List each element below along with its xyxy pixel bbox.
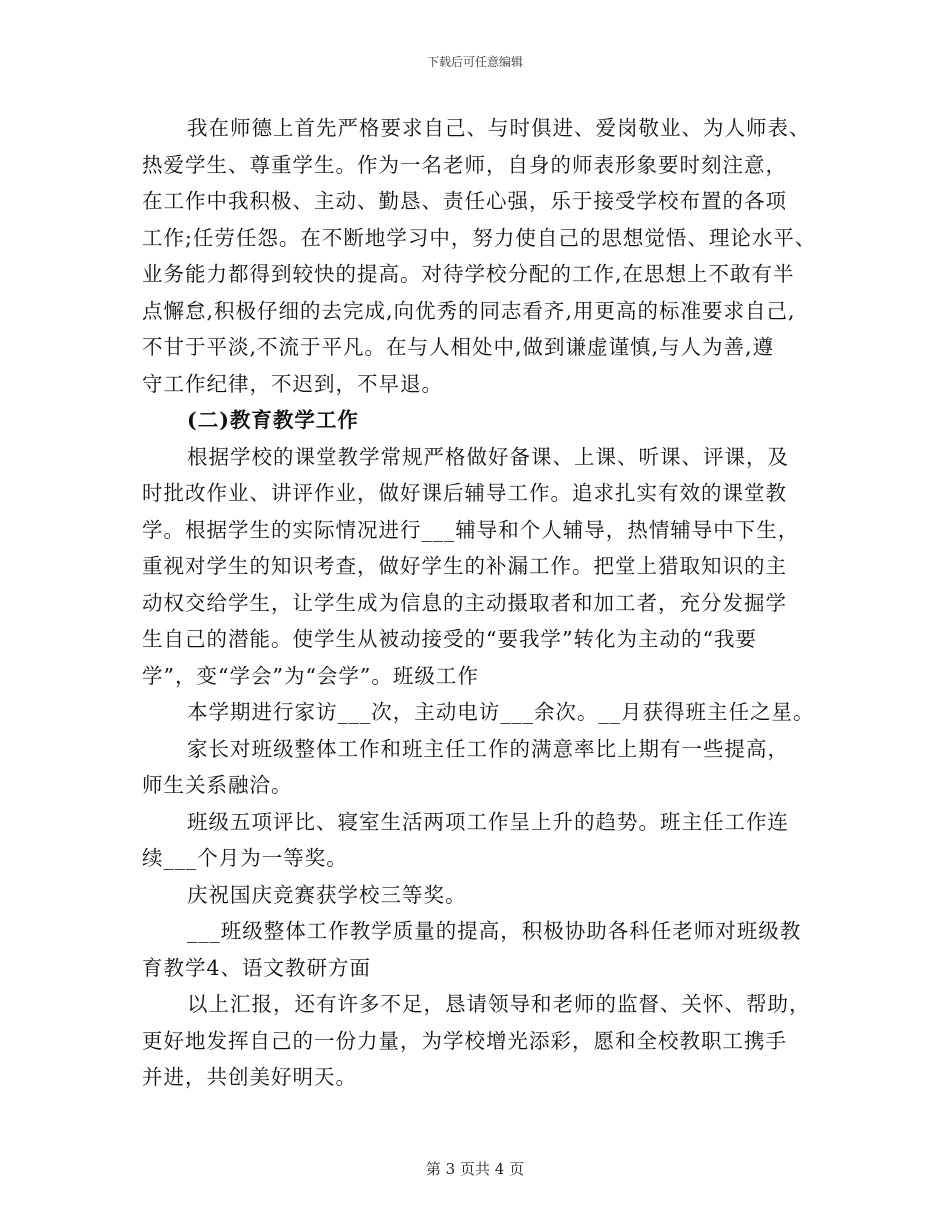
paragraph-line: 动权交给学生，让学生成为信息的主动摄取者和加工者，充分发掘学 (142, 590, 787, 615)
paragraph-line: 守工作纪律，不迟到，不早退。 (142, 371, 443, 396)
paragraph-line: 庆祝国庆竞赛获学校三等奖。 (187, 882, 467, 907)
paragraph-line: 学”，变“学会”为“会学”。班级工作 (142, 663, 479, 688)
paragraph-line: 更好地发挥自己的一份力量，为学校增光添彩，愿和全校教职工携手 (142, 1028, 787, 1053)
paragraph-line: 以上汇报，还有许多不足，恳请领导和老师的监督、关怀、帮助， (187, 992, 811, 1016)
paragraph-line: 工作;任劳任怨。在不断地学习中，努力使自己的思想觉悟、理论水平、 (142, 225, 817, 250)
paragraph-line: 家长对班级整体工作和班主任工作的满意率比上期有一些提高， (187, 736, 789, 761)
paragraph-line: 重视对学生的知识考查，做好学生的补漏工作。把堂上猎取知识的主 (142, 554, 787, 578)
document-body (142, 110, 817, 1096)
page-header: 下载后可任意编辑 (426, 55, 523, 69)
paragraph-line: 不甘于平淡,不流于平凡。在与人相处中,做到谦虚谨慎,与人为善,遵 (142, 335, 775, 359)
paragraph-line: 学。根据学生的实际情况进行___辅导和个人辅导，热情辅导中下生， (142, 517, 800, 542)
paragraph-line: 并进，共创美好明天。 (142, 1065, 357, 1089)
paragraph-line: 时批改作业、讲评作业，做好课后辅导工作。追求扎实有效的课堂教 (142, 481, 787, 505)
paragraph-line: 我在师德上首先严格要求自己、与时俱进、爱岗敬业、为人师表、 (187, 116, 811, 140)
paragraph-line: 育教学4、语文教研方面 (142, 955, 372, 980)
paragraph-line: 本学期进行家访___次，主动电访___余次。__月获得班主任之星。 (187, 700, 815, 724)
paragraph-line: 在工作中我积极、主动、勤恳、责任心强，乐于接受学校布置的各项 (142, 189, 787, 213)
paragraph-line: 热爱学生、尊重学生。作为一名老师，自身的师表形象要时刻注意， (142, 152, 787, 177)
paragraph-line: ___班级整体工作教学质量的提高，积极协助各科任老师对班级教 (187, 919, 802, 943)
paragraph-line: 班级五项评比、寝室生活两项工作呈上升的趋势。班主任工作连 (187, 809, 789, 834)
paragraph-line: 根据学校的课堂教学常规严格做好备课、上课、听课、评课，及 (187, 444, 789, 469)
paragraph-line: 续___个月为一等奖。 (142, 846, 348, 870)
section-heading: (二)教育教学工作 (187, 408, 359, 432)
paragraph-line: 点懈怠,积极仔细的去完成,向优秀的同志看齐,用更高的标准要求自己, (142, 298, 796, 323)
paragraph-line: 业务能力都得到较快的提高。对待学校分配的工作,在思想上不敢有半 (142, 262, 795, 286)
page-footer: 第 3 页共 4 页 (425, 1160, 525, 1178)
paragraph-line: 师生关系融洽。 (142, 773, 293, 797)
paragraph-line: 生自己的潜能。使学生从被动接受的“要我学”转化为主动的“我要 (142, 627, 757, 651)
